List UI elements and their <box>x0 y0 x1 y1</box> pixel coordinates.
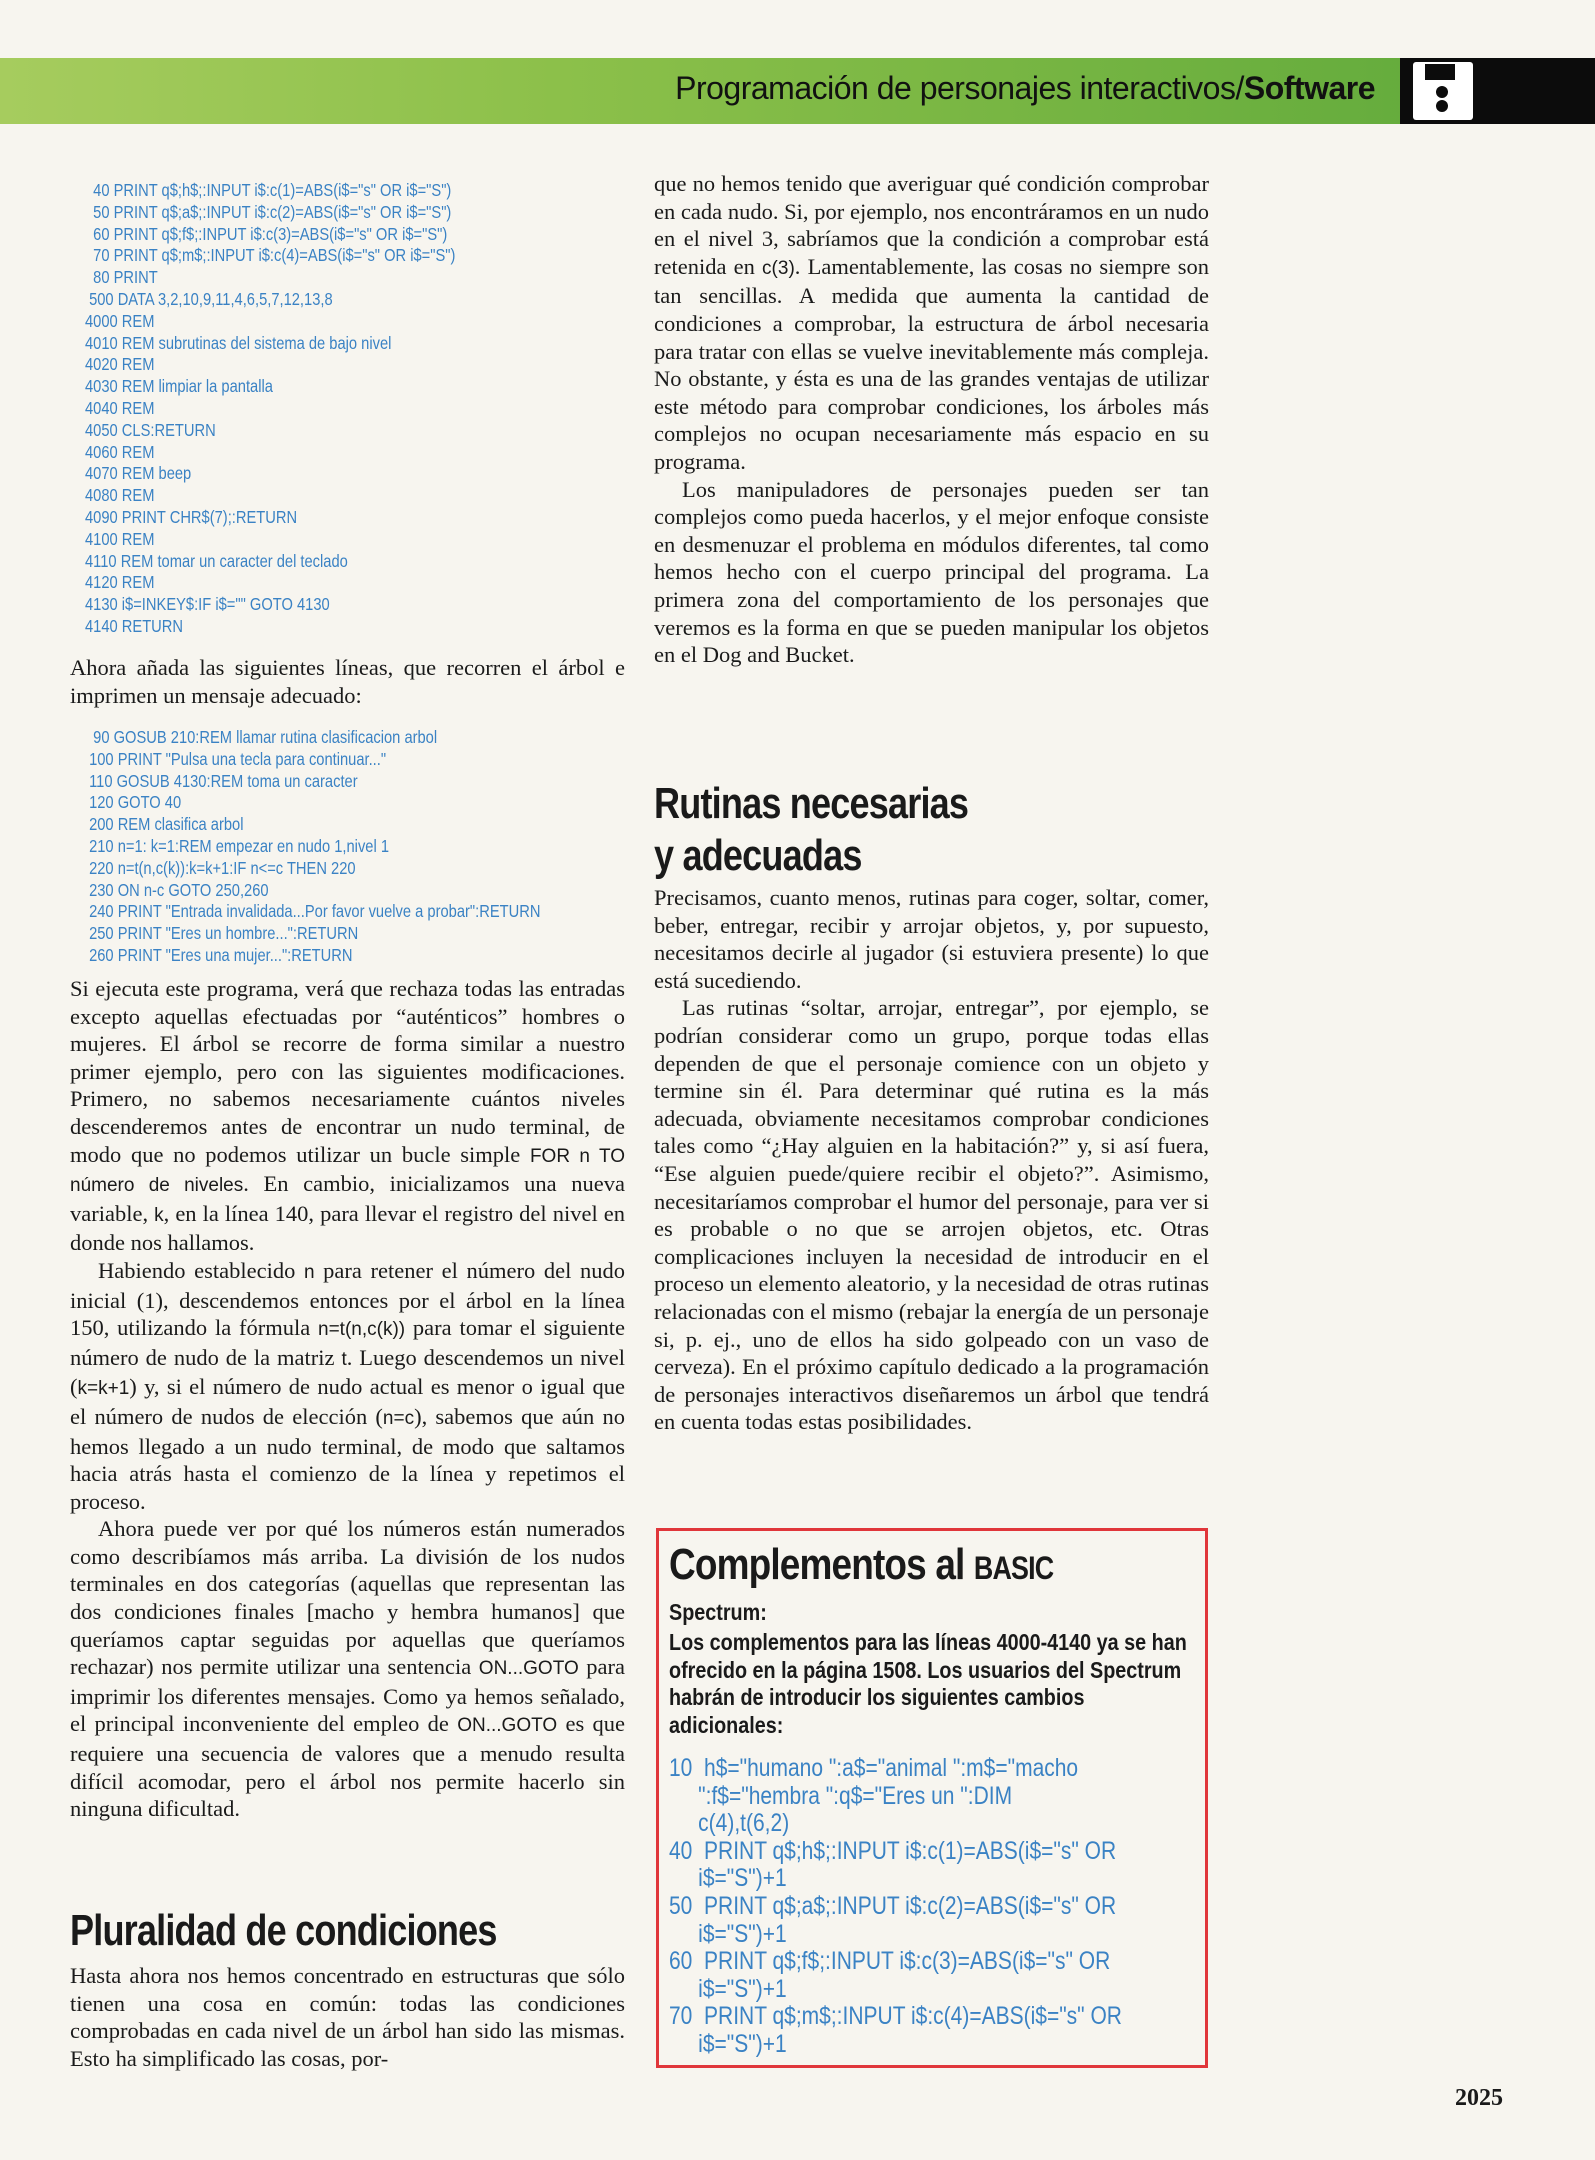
paragraph-3: Ahora puede ver por qué los números están numerados como describíamos más arriba. La división de los nudos terminales en dos categorías (aquellas que representan las dos condiciones finales [macho y hembra humanos] que queríamos captar seguidas por aquellas que queríamos rechazar) nos permite utilizar una sentencia ON...GOTO para imprimir los diferentes mensajes. Como ya hemos señalado, el principal inconveniente del empleo de ON...GOTO es que requiere una secuencia de valores que a menudo resulta difícil acomodar, pero el árbol nos permite hacerlo sin ninguna dificultad. <box>70 1516 626 1822</box>
paragraph-rutinas-2: Las rutinas “soltar, arrojar, entregar”, por ejemplo, se podrían considerar como un grupo, porque todas ellas dependen de que el personaje comience con un objeto y termine sin él. Para determinar qué rutina es la más adecuada, obviamente necesitamos comprobar condiciones tales como “¿Hay alguien en la habitación?” y, si así fuera, “Ese alguien puede/quiere recibir el objeto?”. Asimismo, necesitaríamos comprobar el humor del personaje, para ver si es probable o no que se arrojen objetos, etc. Otras complicaciones incluyen la necesidad de introducir en el proceso un elemento aleatorio, y la necesidad de otras rutinas relacionadas con el mismo (rebajar la energía de un personaje si, p. ej., uno de ellos ha sido golpeado con un vaso de cerveza). En el próximo capítulo dedicado a la programación de personajes interactivos diseñaremos un árbol que tendrá en cuenta todas estas posibilidades. <box>654 995 1209 1435</box>
right-body-top <box>654 170 1209 669</box>
paragraph-rutinas-1: Precisamos, cuanto menos, rutinas para coger, soltar, comer, beber, entregar, recibir y arrojar objetos, y, por supuesto, necesitamos decirle al jugador (si estuviera presente) lo que está sucediendo. <box>654 885 1209 993</box>
left-body <box>70 975 625 1823</box>
box-text: Los complementos para las líneas 4000-4140 ya se han ofrecido en la página 1508. Los usuarios del Spectrum habrán de introducir los siguientes cambios adicionales: <box>669 1629 1187 1738</box>
paragraph-right-1: que no hemos tenido que averiguar qué condición comprobar en cada nudo. Si, por ejemplo, nos encontráramos en un nudo en el nivel 3, sabríamos que la condición a comprobar está retenida en c(3). Lamentablemente, las cosas no siempre son tan sencillas. A medida que aumenta la cantidad de condiciones a comprobar, la estructura de árbol necesaria para tratar con ellas se vuelve inevitablemente más compleja. No obstante, y ésta es una de las grandes ventajas de utilizar este método para comprobar condiciones, los árboles más complejos no ocupan necesariamente más espacio en su programa. <box>654 171 1209 474</box>
heading-rutinas-line1: Rutinas necesarias <box>654 779 969 828</box>
code-listing-top: 40 PRINT q$;h$;:INPUT i$:c(1)=ABS(i$="s" OR i$="S") 50 PRINT q$;a$;:INPUT i$:c(2)=ABS(i$="s" OR i$="S") 60 PRINT q$;f$;:INPUT i$:c(3)=ABS(i$="s" OR i$="S") 70 PRINT q$;m$;:INPUT i$:c(4)=ABS(i$="s" OR i$="S") 80 PRINT 500 DATA 3,2,10,9,11,4,6,5,7,12,13,8 4000 REM 4010 REM subrutinas del sistema de bajo nivel 4020 REM 4030 REM limpiar la pantalla 4040 REM 4050 CLS:RETURN 4060 REM 4070 REM beep 4080 REM 4090 PRINT CHR$(7);:RETURN 4100 REM 4110 REM tomar un caracter del teclado 4120 REM 4130 i$=INKEY$:IF i$="" GOTO 4130 4140 RETURN <box>85 180 456 636</box>
code-listing-middle: 90 GOSUB 210:REM llamar rutina clasificacion arbol 100 PRINT "Pulsa una tecla para continuar..." 110 GOSUB 4130:REM toma un caracter 120 GOTO 40 200 REM clasifica arbol 210 n=1: k=1:REM empezar en nudo 1,nivel 1 220 n=t(n,c(k)):k=k+1:IF n<=c THEN 220 230 ON n-c GOTO 250,260 240 PRINT "Entrada invalidada...Por favor vuelve a probar":RETURN 250 PRINT "Eres un hombre...":RETURN 260 PRINT "Eres una mujer...":RETURN <box>89 727 541 965</box>
paragraph-pluralidad: Hasta ahora nos hemos concentrado en estructuras que sólo tienen una cosa en común: todas las condiciones comprobadas en cada nivel de un árbol han sido las mismas. Esto ha simplificado las cosas, por- <box>70 1963 625 2071</box>
heading-pluralidad: Pluralidad de condiciones <box>70 1906 497 1955</box>
right-body-rutinas <box>654 884 1209 1436</box>
box-title: Complementos al BASIC <box>669 1540 1054 1589</box>
paragraph-right-2: Los manipuladores de personajes pueden ser tan complejos como pueda hacerlos, y el mejor enfoque consiste en desmenuzar el problema en módulos diferentes, tal como hemos hecho con el cuerpo principal del programa. La primera zona del comportamiento de los personajes que veremos es la forma en que se pueden manipular los objetos en el Dog and Bucket. <box>654 476 1209 668</box>
box-code-listing: 10 h$="humano ":a$="animal ":m$="macho ":f$="hembra ":q$="Eres un ":DIM c(4),t(6,2) 40 PRINT q$;h$;:INPUT i$:c(1)=ABS(i$="s" OR i$="S")+1 50 PRINT q$;a$;:INPUT i$:c(2)=ABS(i$="s" OR i$="S")+1 60 PRINT q$;f$;:INPUT i$:c(3)=ABS(i$="s" OR i$="S")+1 70 PRINT q$;m$;:INPUT i$:c(4)=ABS(i$="s" OR i$="S")+1 <box>669 1754 1122 2058</box>
disk-icon <box>1413 62 1473 120</box>
sidebar-box-complementos <box>656 1528 1208 2068</box>
paragraph-2: Habiendo establecido n para retener el número del nudo inicial (1), descendemos entonces por el árbol en la línea 150, utilizando la fórmula n=t(n,c(k)) para tomar el siguiente número de nudo de la matriz t. Luego descendemos un nivel (k=k+1) y, si el número de nudo actual es menor o igual que el número de nudos de elección (n=c), sabemos que aún no hemos llegado a un nudo terminal, de modo que saltamos hacia atrás hasta el comienzo de la línea y repetimos el proceso. <box>70 1257 625 1514</box>
section-title: Programación de personajes interactivos/Software <box>675 70 1375 106</box>
paragraph-1: Si ejecuta este programa, verá que rechaza todas las entradas excepto aquellas efectuadas por “auténticos” hombres o mujeres. El árbol se recorre de forma similar a nuestro primer ejemplo, pero con las siguientes modificaciones. Primero, no sabemos necesariamente cuántos niveles descenderemos antes de encontrar un nudo terminal, de modo que no podemos utilizar un bucle simple FOR n TO número de niveles. En cambio, inicializamos una nueva variable, k, en la línea 140, para llevar el registro del nivel en donde nos hallamos. <box>70 976 625 1256</box>
box-subtitle: Spectrum: <box>669 1599 767 1625</box>
intro-paragraph: Ahora añada las siguientes líneas, que recorren el árbol e imprimen un mensaje adecuado: <box>70 655 625 708</box>
heading-rutinas-line2: y adecuadas <box>654 831 862 880</box>
page-number: 2025 <box>1455 2085 1503 2111</box>
